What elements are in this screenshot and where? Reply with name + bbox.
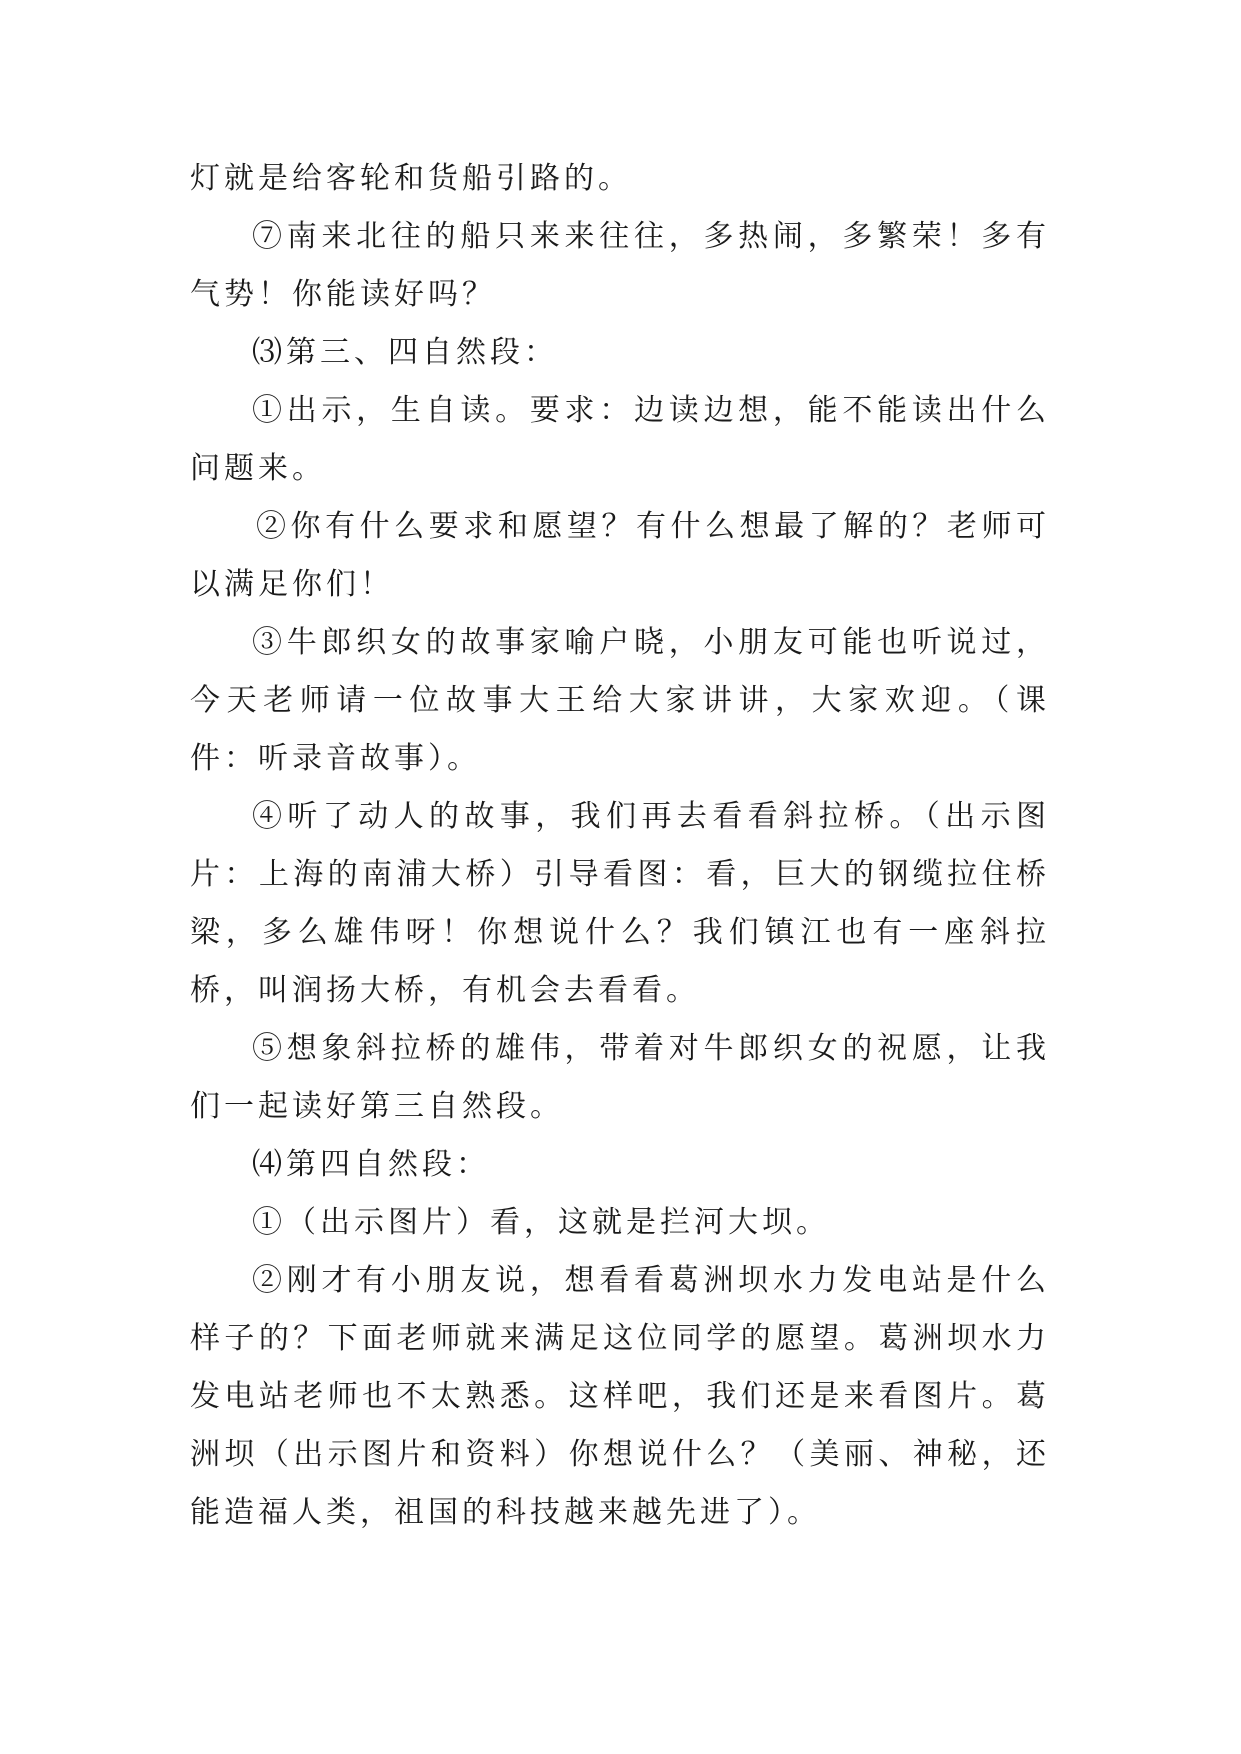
paragraph-continuation: 灯就是给客轮和货船引路的。 xyxy=(190,161,632,196)
paragraph-item-7: ⑦南来北往的船只来来往往，多热闹，多繁荣！多有气势！你能读好吗？ xyxy=(190,219,1050,312)
paragraph-item-1b: ①（出示图片）看，这就是拦河大坝。 xyxy=(252,1205,830,1240)
paragraph-item-3: ③牛郎织女的故事家喻户晓，小朋友可能也听说过，今天老师请一位故事大王给大家讲讲，大家欢迎。（课件：听录音故事）。 xyxy=(190,625,1050,776)
paragraph-item-2: ②你有什么要求和愿望？有什么想最了解的？老师可以满足你们！ xyxy=(190,509,1050,602)
section-heading-4: ⑷第四自然段： xyxy=(252,1147,490,1182)
paragraph-item-4: ④听了动人的故事，我们再去看看斜拉桥。（出示图片：上海的南浦大桥）引导看图：看，巨大的钢缆拉住桥梁，多么雄伟呀！你想说什么？我们镇江也有一座斜拉桥，叫润扬大桥，有机会去看看。 xyxy=(190,799,1050,1008)
paragraph-item-2b: ②刚才有小朋友说，想看看葛洲坝水力发电站是什么样子的？下面老师就来满足这位同学的愿望。葛洲坝水力发电站老师也不太熟悉。这样吧，我们还是来看图片。葛洲坝（出示图片和资料）你想说什么？（美丽、神秘，还能造福人类，祖国的科技越来越先进了）。 xyxy=(190,1263,1050,1530)
section-heading-3: ⑶第三、四自然段： xyxy=(252,335,558,370)
document-page xyxy=(190,150,1050,1542)
paragraph-item-5: ⑤想象斜拉桥的雄伟，带着对牛郎织女的祝愿，让我们一起读好第三自然段。 xyxy=(190,1031,1050,1124)
paragraph-item-1: ①出示，生自读。要求：边读边想，能不能读出什么问题来。 xyxy=(190,393,1050,486)
